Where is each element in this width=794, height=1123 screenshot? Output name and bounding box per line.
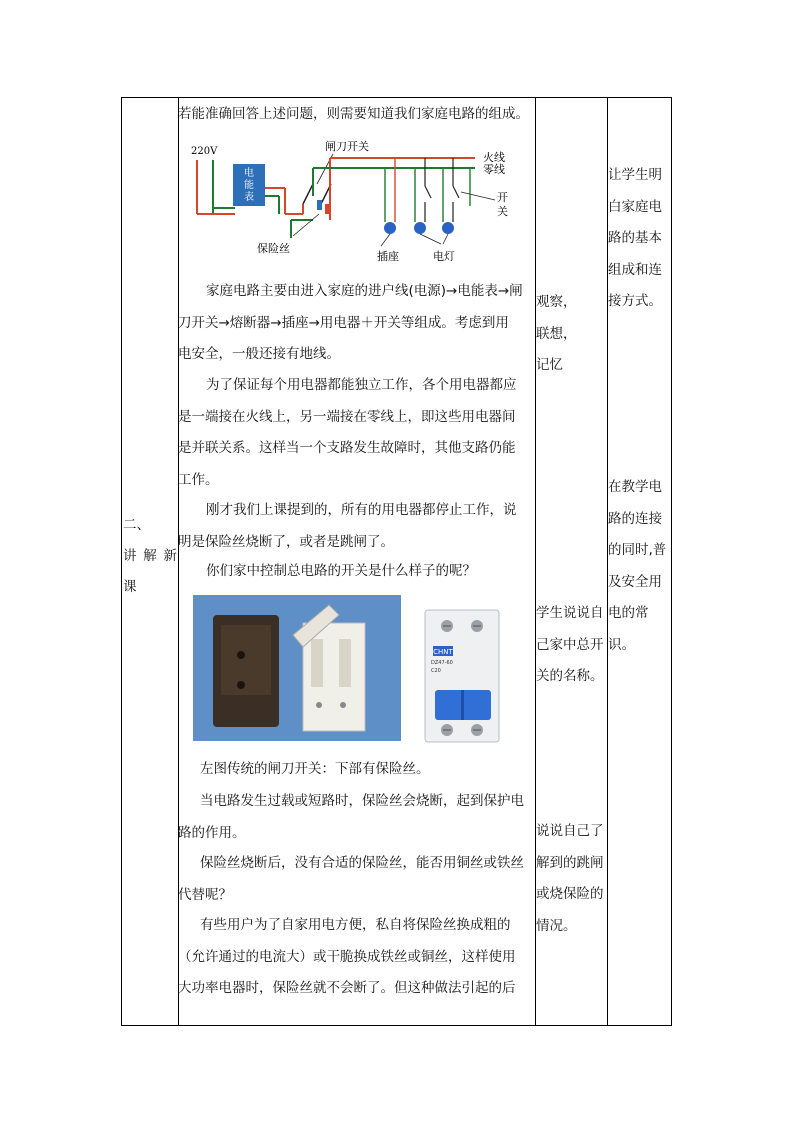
paragraph-6: 当电路发生过载或短路时，保险丝会烧断，起到保护电 路的作用。 <box>178 793 524 841</box>
fuse-icon <box>317 200 322 210</box>
lamp-icon <box>414 222 426 234</box>
neutral-wire-label: 零线 <box>483 163 505 176</box>
socket-label: 插座 <box>377 250 399 263</box>
breaker-rating: C20 <box>431 668 441 674</box>
section-label <box>123 510 179 603</box>
live-wire-label: 火线 <box>483 151 505 164</box>
section-title-tail: 课 <box>123 579 137 595</box>
fuse-label: 保险丝 <box>257 242 290 255</box>
switch-label: 开 <box>497 191 508 204</box>
paragraph-2: 为了保证每个用电器都能独立工作，各个用电器都应 是一端接在火线上，另一端接在零线上，即这些用电器间 是并联关系。这样当一个支路发生故障时，其他支路仍能 工作。 <box>178 377 517 488</box>
paragraph-8: 有些用户为了自家用电方便，私自将保险丝换成粗的 （允许通过的电流大）或干脆换成铁丝或铜丝，这样使用 大功率电器时，保险丝就不会断了。但这种做法引起的后 <box>178 917 516 996</box>
student-activity-1: 观察， 联想， 记忆 <box>536 294 577 373</box>
voltage-label: 220V <box>191 146 218 157</box>
intro-text: 若能准确回答上述问题，则需要知道我们家庭电路的组成。 <box>178 106 529 122</box>
breaker-model: DZ47-60 <box>431 660 453 666</box>
svg-text:表: 表 <box>244 192 254 203</box>
knife-switch-label: 闸刀开关 <box>325 140 369 153</box>
paragraph-1: 家庭电路主要由进入家庭的进户线(电源)→电能表→闸 刀开关→熔断器→插座→用电器＋开关等组成。考虑到用 电安全，一般还接有地线。 <box>178 283 523 362</box>
paragraph-7: 保险丝烧断后，没有合适的保险丝，能否用铜丝或铁丝 代替呢？ <box>178 855 524 903</box>
paragraph-5: 左图传统的闸刀开关：下部有保险丝。 <box>200 761 430 777</box>
lamp-label: 电灯 <box>433 250 455 263</box>
paragraph-4: 你们家中控制总电路的开关是什么样子的呢？ <box>206 563 476 579</box>
svg-text:关: 关 <box>497 205 508 218</box>
design-intent-2: 在教学电 路的连接 的同时,普 及安全用 电的常识。 <box>608 479 667 653</box>
svg-text:能: 能 <box>244 180 254 191</box>
circuit-breaker-photo <box>419 606 505 746</box>
section-number: 二、 <box>123 517 150 533</box>
student-activity-3: 说说自己了 解到的跳闸 或烧保险的 情况。 <box>536 823 604 934</box>
lamp-icon <box>442 222 454 234</box>
breaker-brand: CHNT <box>433 648 453 656</box>
section-title-row: 讲 解 新 <box>123 548 177 564</box>
student-activity-2: 学生说说自 己家中总开 关的名称。 <box>536 605 604 684</box>
design-intent-1: 让学生明 白家庭电 路的基本 组成和连 接方式。 <box>608 167 662 309</box>
lesson-table <box>121 97 672 1026</box>
paragraph-3: 刚才我们上课提到的，所有的用电器都停止工作，说 明是保险丝烧断了，或者是跳闸了。 <box>178 502 517 550</box>
svg-text:电: 电 <box>244 168 254 179</box>
socket-icon <box>384 222 396 234</box>
knife-switch-photo <box>193 595 401 741</box>
household-circuit-diagram <box>185 136 545 271</box>
